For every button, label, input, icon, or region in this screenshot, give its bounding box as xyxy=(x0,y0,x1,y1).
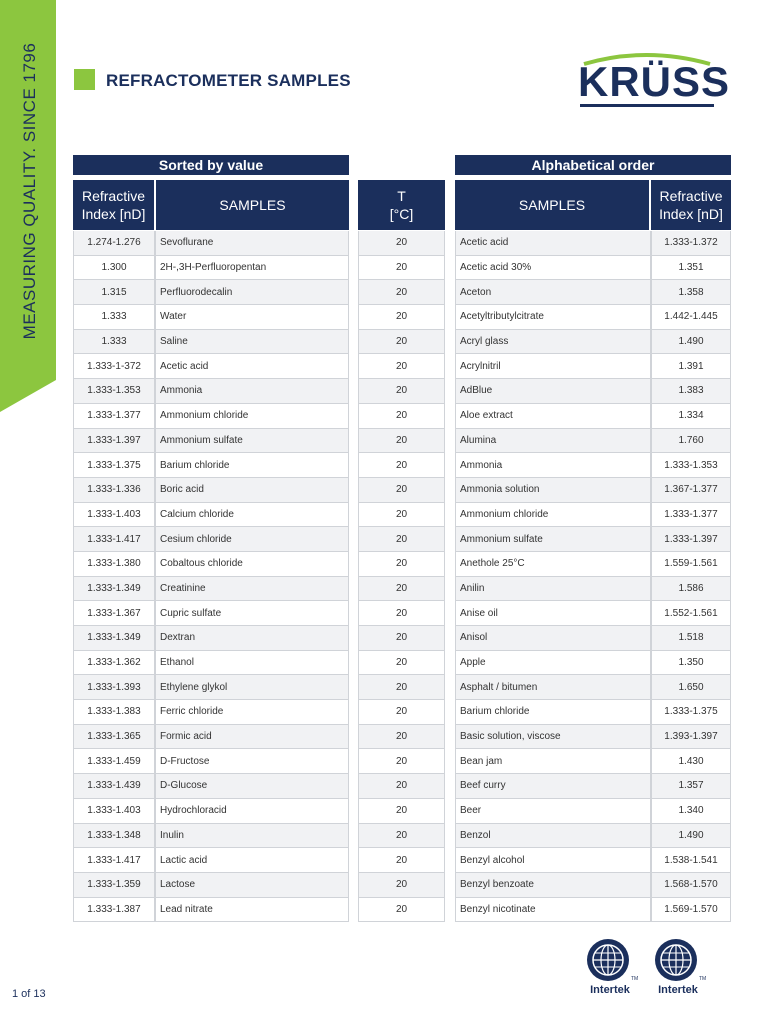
table-row xyxy=(358,848,445,873)
brand-sidebar xyxy=(0,0,56,430)
refractive-index-cell: 1.333-1.417 xyxy=(73,848,155,872)
temperature-header xyxy=(358,180,445,230)
refractive-index-cell: 1.333-1.439 xyxy=(73,774,155,798)
table-row xyxy=(455,404,731,429)
sample-name-cell: AdBlue xyxy=(455,379,651,403)
sample-name-cell: Anise oil xyxy=(455,601,651,625)
sample-name-cell: Benzyl alcohol xyxy=(455,848,651,872)
refractive-index-cell: 1.333-1.353 xyxy=(73,379,155,403)
refractive-index-cell: 1.333-1.377 xyxy=(73,404,155,428)
refractive-index-cell: 1.334 xyxy=(651,404,731,428)
refractive-index-cell: 1.358 xyxy=(651,280,731,304)
sample-name-cell: Barium chloride xyxy=(455,700,651,724)
table-row xyxy=(358,601,445,626)
table-row xyxy=(358,354,445,379)
sample-name-cell: Cesium chloride xyxy=(155,527,349,551)
temperature-cell: 20 xyxy=(358,552,445,576)
sample-name-cell: Boric acid xyxy=(155,478,349,502)
table-row xyxy=(73,626,349,651)
refractive-index-cell: 1.442-1.445 xyxy=(651,305,731,329)
temperature-cell: 20 xyxy=(358,305,445,329)
page-number: 1 of 13 xyxy=(12,988,46,1000)
table-row xyxy=(358,305,445,330)
sample-name-cell: Ammonium chloride xyxy=(455,503,651,527)
left-index-header xyxy=(73,180,154,230)
refractive-index-cell: 1.559-1.561 xyxy=(651,552,731,576)
sample-name-cell: Alumina xyxy=(455,429,651,453)
sample-name-cell: Asphalt / bitumen xyxy=(455,675,651,699)
temperature-cell: 20 xyxy=(358,651,445,675)
temperature-cell: 20 xyxy=(358,478,445,502)
table-row xyxy=(73,749,349,774)
sample-name-cell: 2H-,3H-Perfluoropentan xyxy=(155,256,349,280)
refractive-index-cell: 1.333-1.365 xyxy=(73,725,155,749)
table-row xyxy=(358,256,445,281)
sample-name-cell: Calcium chloride xyxy=(155,503,349,527)
table-row xyxy=(358,824,445,849)
temperature-cell: 20 xyxy=(358,626,445,650)
sample-name-cell: Ethylene glykol xyxy=(155,675,349,699)
refractive-index-cell: 1.538-1.541 xyxy=(651,848,731,872)
sample-name-cell: Acetic acid 30% xyxy=(455,256,651,280)
temperature-cell: 20 xyxy=(358,379,445,403)
temperature-cell: 20 xyxy=(358,848,445,872)
refractive-index-cell: 1.274-1.276 xyxy=(73,231,155,255)
temperature-cell: 20 xyxy=(358,898,445,922)
table-row xyxy=(358,280,445,305)
sample-name-cell: Aceton xyxy=(455,280,651,304)
refractive-index-cell: 1.333-1.359 xyxy=(73,873,155,897)
refractive-index-cell: 1.333 xyxy=(73,305,155,329)
sample-name-cell: Ethanol xyxy=(155,651,349,675)
table-row xyxy=(73,256,349,281)
refractive-index-cell: 1.333-1.380 xyxy=(73,552,155,576)
refractive-index-cell: 1.518 xyxy=(651,626,731,650)
refractive-index-cell: 1.333 xyxy=(73,330,155,354)
table-row xyxy=(73,577,349,602)
sample-name-cell: Inulin xyxy=(155,824,349,848)
intertek-label: Intertek xyxy=(590,984,630,996)
sample-name-cell: Ammonia xyxy=(455,453,651,477)
sorted-by-value-heading: Sorted by value xyxy=(73,155,349,175)
logo-text: KRÜSS xyxy=(578,58,731,105)
temperature-cell: 20 xyxy=(358,231,445,255)
temperature-cell: 20 xyxy=(358,429,445,453)
sample-name-cell: Ammonium sulfate xyxy=(155,429,349,453)
refractive-index-cell: 1.333-1.417 xyxy=(73,527,155,551)
temperature-cell: 20 xyxy=(358,577,445,601)
table-row xyxy=(358,898,445,923)
table-row xyxy=(358,379,445,404)
temperature-cell: 20 xyxy=(358,354,445,378)
refractive-index-cell: 1.569-1.570 xyxy=(651,898,731,922)
table-row xyxy=(455,651,731,676)
table-row xyxy=(358,799,445,824)
table-row xyxy=(73,552,349,577)
sample-name-cell: Anisol xyxy=(455,626,651,650)
refractive-index-cell: 1.490 xyxy=(651,330,731,354)
table-row xyxy=(358,626,445,651)
table-row xyxy=(455,354,731,379)
sample-name-cell: Acrylnitril xyxy=(455,354,651,378)
left-index-header-line2: Index [nD] xyxy=(81,206,146,222)
sample-name-cell: Ammonium sulfate xyxy=(455,527,651,551)
refractive-index-cell: 1.430 xyxy=(651,749,731,773)
sample-name-cell: D-Glucose xyxy=(155,774,349,798)
table-row xyxy=(455,626,731,651)
trademark-mark: TM xyxy=(631,976,639,982)
right-index-header-line2: Index [nD] xyxy=(659,206,723,222)
sample-name-cell: Saline xyxy=(155,330,349,354)
sample-name-cell: Barium chloride xyxy=(155,453,349,477)
sample-name-cell: Beer xyxy=(455,799,651,823)
intertek-cert-badge xyxy=(584,936,639,998)
refractive-index-cell: 1.333-1.459 xyxy=(73,749,155,773)
table-row xyxy=(358,231,445,256)
table-row xyxy=(358,330,445,355)
temperature-cell: 20 xyxy=(358,799,445,823)
table-row xyxy=(455,577,731,602)
refractive-index-cell: 1.391 xyxy=(651,354,731,378)
table-row xyxy=(455,824,731,849)
table-row xyxy=(358,700,445,725)
temperature-cell: 20 xyxy=(358,453,445,477)
table-row xyxy=(455,774,731,799)
sample-name-cell: D-Fructose xyxy=(155,749,349,773)
brand-tagline: MEASURING QUALITY. SINCE 1796 xyxy=(20,42,39,340)
kruss-logo xyxy=(578,50,731,110)
table-row xyxy=(455,749,731,774)
table-row xyxy=(73,848,349,873)
sample-name-cell: Formic acid xyxy=(155,725,349,749)
refractive-index-cell: 1.333-1-372 xyxy=(73,354,155,378)
right-index-header xyxy=(651,180,731,230)
right-samples-header: SAMPLES xyxy=(455,180,649,230)
table-row xyxy=(455,700,731,725)
table-row xyxy=(455,873,731,898)
table-row xyxy=(455,503,731,528)
refractive-index-cell: 1.333-1.397 xyxy=(73,429,155,453)
sample-name-cell: Apple xyxy=(455,651,651,675)
sample-name-cell: Benzyl benzoate xyxy=(455,873,651,897)
refractive-index-cell: 1.333-1.362 xyxy=(73,651,155,675)
table-row xyxy=(358,749,445,774)
refractive-index-cell: 1.333-1.375 xyxy=(651,700,731,724)
sample-name-cell: Anethole 25°C xyxy=(455,552,651,576)
table-row xyxy=(455,453,731,478)
table-row xyxy=(73,231,349,256)
table-row xyxy=(73,404,349,429)
sample-name-cell: Ferric chloride xyxy=(155,700,349,724)
refractive-index-cell: 1.333-1.397 xyxy=(651,527,731,551)
table-row xyxy=(455,231,731,256)
refractive-index-cell: 1.351 xyxy=(651,256,731,280)
sample-name-cell: Beef curry xyxy=(455,774,651,798)
refractive-index-cell: 1.350 xyxy=(651,651,731,675)
table-row xyxy=(73,527,349,552)
temperature-cell: 20 xyxy=(358,700,445,724)
temperature-header-line1: T xyxy=(397,188,406,204)
table-row xyxy=(73,305,349,330)
temperature-cell: 20 xyxy=(358,601,445,625)
refractive-index-cell: 1.333-1.377 xyxy=(651,503,731,527)
table-row xyxy=(73,453,349,478)
refractive-index-cell: 1.568-1.570 xyxy=(651,873,731,897)
temperature-cell: 20 xyxy=(358,256,445,280)
sample-name-cell: Water xyxy=(155,305,349,329)
left-samples-header: SAMPLES xyxy=(156,180,349,230)
temperature-cell: 20 xyxy=(358,280,445,304)
table-row xyxy=(73,354,349,379)
intertek-cert-badge xyxy=(652,936,707,998)
table-row xyxy=(358,774,445,799)
table-row xyxy=(455,601,731,626)
table-row xyxy=(73,478,349,503)
table-row xyxy=(73,280,349,305)
temperature-header-line2: [°C] xyxy=(389,206,414,222)
table-row xyxy=(358,725,445,750)
temperature-cell: 20 xyxy=(358,725,445,749)
sample-name-cell: Acryl glass xyxy=(455,330,651,354)
table-row xyxy=(455,725,731,750)
table-row xyxy=(73,330,349,355)
sample-name-cell: Acetic acid xyxy=(455,231,651,255)
table-row xyxy=(73,824,349,849)
sample-name-cell: Ammonia solution xyxy=(455,478,651,502)
table-row xyxy=(455,305,731,330)
sample-name-cell: Ammonium chloride xyxy=(155,404,349,428)
table-row xyxy=(455,552,731,577)
table-row xyxy=(455,675,731,700)
table-row xyxy=(358,873,445,898)
left-table-body xyxy=(73,231,349,922)
temperature-cell: 20 xyxy=(358,503,445,527)
refractive-index-cell: 1.333-1.383 xyxy=(73,700,155,724)
table-row xyxy=(358,453,445,478)
table-row xyxy=(73,601,349,626)
refractive-index-cell: 1.333-1.349 xyxy=(73,577,155,601)
page-title: REFRACTOMETER SAMPLES xyxy=(106,71,351,90)
table-row xyxy=(73,429,349,454)
refractive-index-cell: 1.333-1.403 xyxy=(73,799,155,823)
refractive-index-cell: 1.552-1.561 xyxy=(651,601,731,625)
intertek-label: Intertek xyxy=(658,984,698,996)
table-row xyxy=(73,873,349,898)
temperature-cell: 20 xyxy=(358,749,445,773)
refractive-index-cell: 1.357 xyxy=(651,774,731,798)
table-row xyxy=(455,280,731,305)
temperature-cell: 20 xyxy=(358,774,445,798)
refractive-index-cell: 1.333-1.336 xyxy=(73,478,155,502)
table-row xyxy=(455,898,731,923)
table-row xyxy=(73,379,349,404)
table-row xyxy=(455,256,731,281)
sample-name-cell: Anilin xyxy=(455,577,651,601)
refractive-index-cell: 1.393-1.397 xyxy=(651,725,731,749)
table-row xyxy=(358,478,445,503)
sample-name-cell: Cobaltous chloride xyxy=(155,552,349,576)
sample-name-cell: Benzyl nicotinate xyxy=(455,898,651,922)
table-row xyxy=(358,429,445,454)
table-row xyxy=(358,503,445,528)
sample-name-cell: Lead nitrate xyxy=(155,898,349,922)
sample-name-cell: Creatinine xyxy=(155,577,349,601)
table-row xyxy=(455,429,731,454)
temperature-cell: 20 xyxy=(358,330,445,354)
temperature-cell: 20 xyxy=(358,824,445,848)
table-row xyxy=(73,651,349,676)
table-row xyxy=(455,527,731,552)
refractive-index-cell: 1.340 xyxy=(651,799,731,823)
table-row xyxy=(358,651,445,676)
refractive-index-cell: 1.333-1.348 xyxy=(73,824,155,848)
table-row xyxy=(455,330,731,355)
refractive-index-cell: 1.315 xyxy=(73,280,155,304)
refractive-index-cell: 1.333-1.372 xyxy=(651,231,731,255)
sample-name-cell: Aloe extract xyxy=(455,404,651,428)
table-row xyxy=(455,478,731,503)
refractive-index-cell: 1.650 xyxy=(651,675,731,699)
sample-name-cell: Lactose xyxy=(155,873,349,897)
temperature-cell: 20 xyxy=(358,873,445,897)
refractive-index-cell: 1.383 xyxy=(651,379,731,403)
table-row xyxy=(73,675,349,700)
table-row xyxy=(455,379,731,404)
table-row xyxy=(73,898,349,923)
table-row xyxy=(73,700,349,725)
temperature-cell: 20 xyxy=(358,404,445,428)
alphabetical-order-heading: Alphabetical order xyxy=(455,155,731,175)
sample-name-cell: Benzol xyxy=(455,824,651,848)
sample-name-cell: Dextran xyxy=(155,626,349,650)
table-row xyxy=(358,404,445,429)
sample-name-cell: Sevoflurane xyxy=(155,231,349,255)
temperature-column-body xyxy=(358,231,445,922)
table-row xyxy=(455,799,731,824)
sample-name-cell: Bean jam xyxy=(455,749,651,773)
trademark-mark: TM xyxy=(699,976,707,982)
table-row xyxy=(358,675,445,700)
table-row xyxy=(73,799,349,824)
refractive-index-cell: 1.333-1.403 xyxy=(73,503,155,527)
sample-name-cell: Basic solution, viscose xyxy=(455,725,651,749)
sample-name-cell: Cupric sulfate xyxy=(155,601,349,625)
sample-name-cell: Ammonia xyxy=(155,379,349,403)
refractive-index-cell: 1.490 xyxy=(651,824,731,848)
refractive-index-cell: 1.333-1.393 xyxy=(73,675,155,699)
temperature-cell: 20 xyxy=(358,675,445,699)
table-row xyxy=(358,577,445,602)
refractive-index-cell: 1.333-1.367 xyxy=(73,601,155,625)
refractive-index-cell: 1.333-1.349 xyxy=(73,626,155,650)
sample-name-cell: Acetyltributylcitrate xyxy=(455,305,651,329)
right-index-header-line1: Refractive xyxy=(659,188,723,204)
table-row xyxy=(358,527,445,552)
sample-name-cell: Perfluorodecalin xyxy=(155,280,349,304)
refractive-index-cell: 1.333-1.387 xyxy=(73,898,155,922)
sample-name-cell: Lactic acid xyxy=(155,848,349,872)
table-row xyxy=(455,848,731,873)
refractive-index-cell: 1.586 xyxy=(651,577,731,601)
sample-name-cell: Hydrochloracid xyxy=(155,799,349,823)
table-row xyxy=(73,503,349,528)
refractive-index-cell: 1.333-1.375 xyxy=(73,453,155,477)
refractive-index-cell: 1.760 xyxy=(651,429,731,453)
right-table-body xyxy=(455,231,731,922)
table-row xyxy=(73,774,349,799)
table-row xyxy=(73,725,349,750)
title-marker xyxy=(74,69,95,90)
refractive-index-cell: 1.300 xyxy=(73,256,155,280)
sample-name-cell: Acetic acid xyxy=(155,354,349,378)
temperature-cell: 20 xyxy=(358,527,445,551)
left-index-header-line1: Refractive xyxy=(81,188,146,204)
refractive-index-cell: 1.367-1.377 xyxy=(651,478,731,502)
refractive-index-cell: 1.333-1.353 xyxy=(651,453,731,477)
table-row xyxy=(358,552,445,577)
